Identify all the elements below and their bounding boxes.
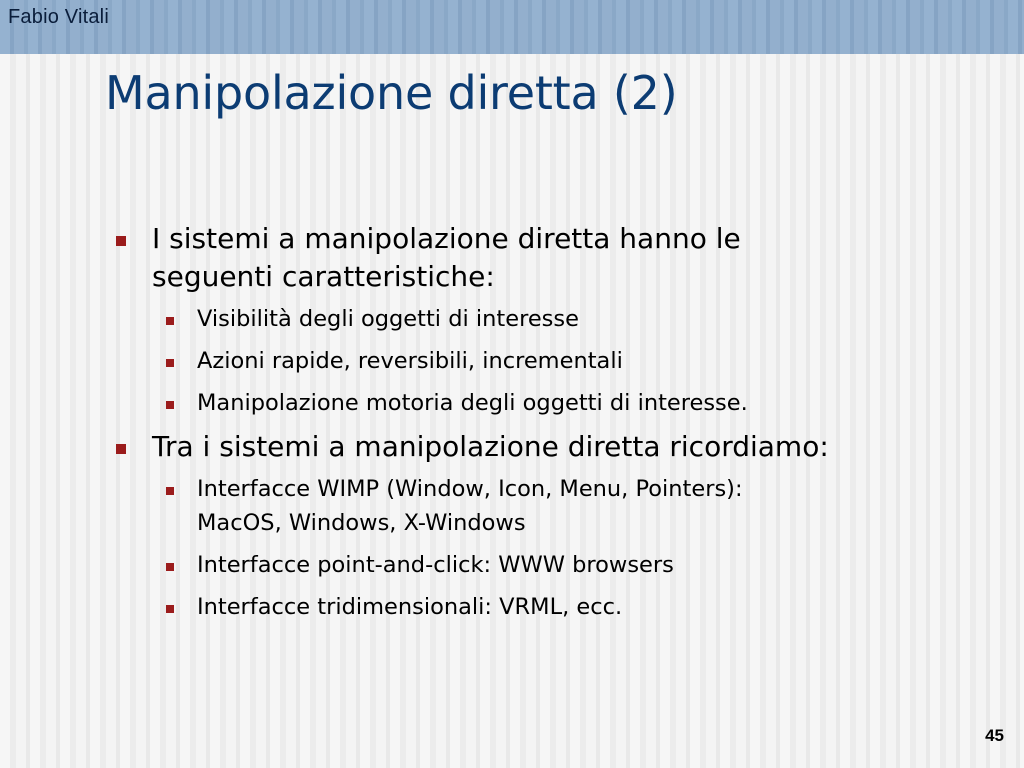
sub-bullet-text: Azioni rapide, reversibili, incrementali: [197, 348, 623, 374]
sub-bullet-text: Interfacce WIMP (Window, Icon, Menu, Pointers):: [197, 476, 743, 502]
square-bullet-icon: [166, 563, 174, 571]
square-bullet-icon: [116, 444, 126, 454]
sub-bullet-item: [110, 302, 1000, 336]
square-bullet-icon: [166, 605, 174, 613]
sub-bullet-item: [110, 590, 1000, 624]
header-band: [0, 0, 1024, 54]
square-bullet-icon: [166, 401, 174, 409]
bullet-item: [110, 220, 1000, 296]
square-bullet-icon: [166, 359, 174, 367]
author-name: Fabio Vitali: [8, 6, 109, 28]
sub-bullet-list: [110, 472, 1000, 624]
sub-bullet-item: [110, 472, 1000, 540]
slide-content: [110, 220, 1000, 632]
sub-bullet-text: Manipolazione motoria degli oggetti di interesse.: [197, 390, 748, 416]
bullet-text-line: I sistemi a manipolazione diretta hanno le: [152, 222, 741, 255]
sub-bullet-item: [110, 386, 1000, 420]
square-bullet-icon: [166, 487, 174, 495]
sub-bullet-item: [110, 344, 1000, 378]
bullet-text-line: seguenti caratteristiche:: [152, 260, 495, 293]
square-bullet-icon: [116, 236, 126, 246]
bullet-item: [110, 428, 1000, 466]
sub-bullet-text: MacOS, Windows, X-Windows: [197, 510, 526, 536]
sub-bullet-text: Interfacce point-and-click: WWW browsers: [197, 552, 674, 578]
sub-bullet-list: [110, 302, 1000, 420]
slide-title: Manipolazione diretta (2): [105, 66, 678, 120]
sub-bullet-text: Visibilità degli oggetti di interesse: [197, 306, 579, 332]
square-bullet-icon: [166, 317, 174, 325]
sub-bullet-item: [110, 548, 1000, 582]
page-number: 45: [985, 726, 1004, 745]
bullet-text-line: Tra i sistemi a manipolazione diretta ricordiamo:: [152, 430, 829, 463]
sub-bullet-text: Interfacce tridimensionali: VRML, ecc.: [197, 594, 623, 620]
